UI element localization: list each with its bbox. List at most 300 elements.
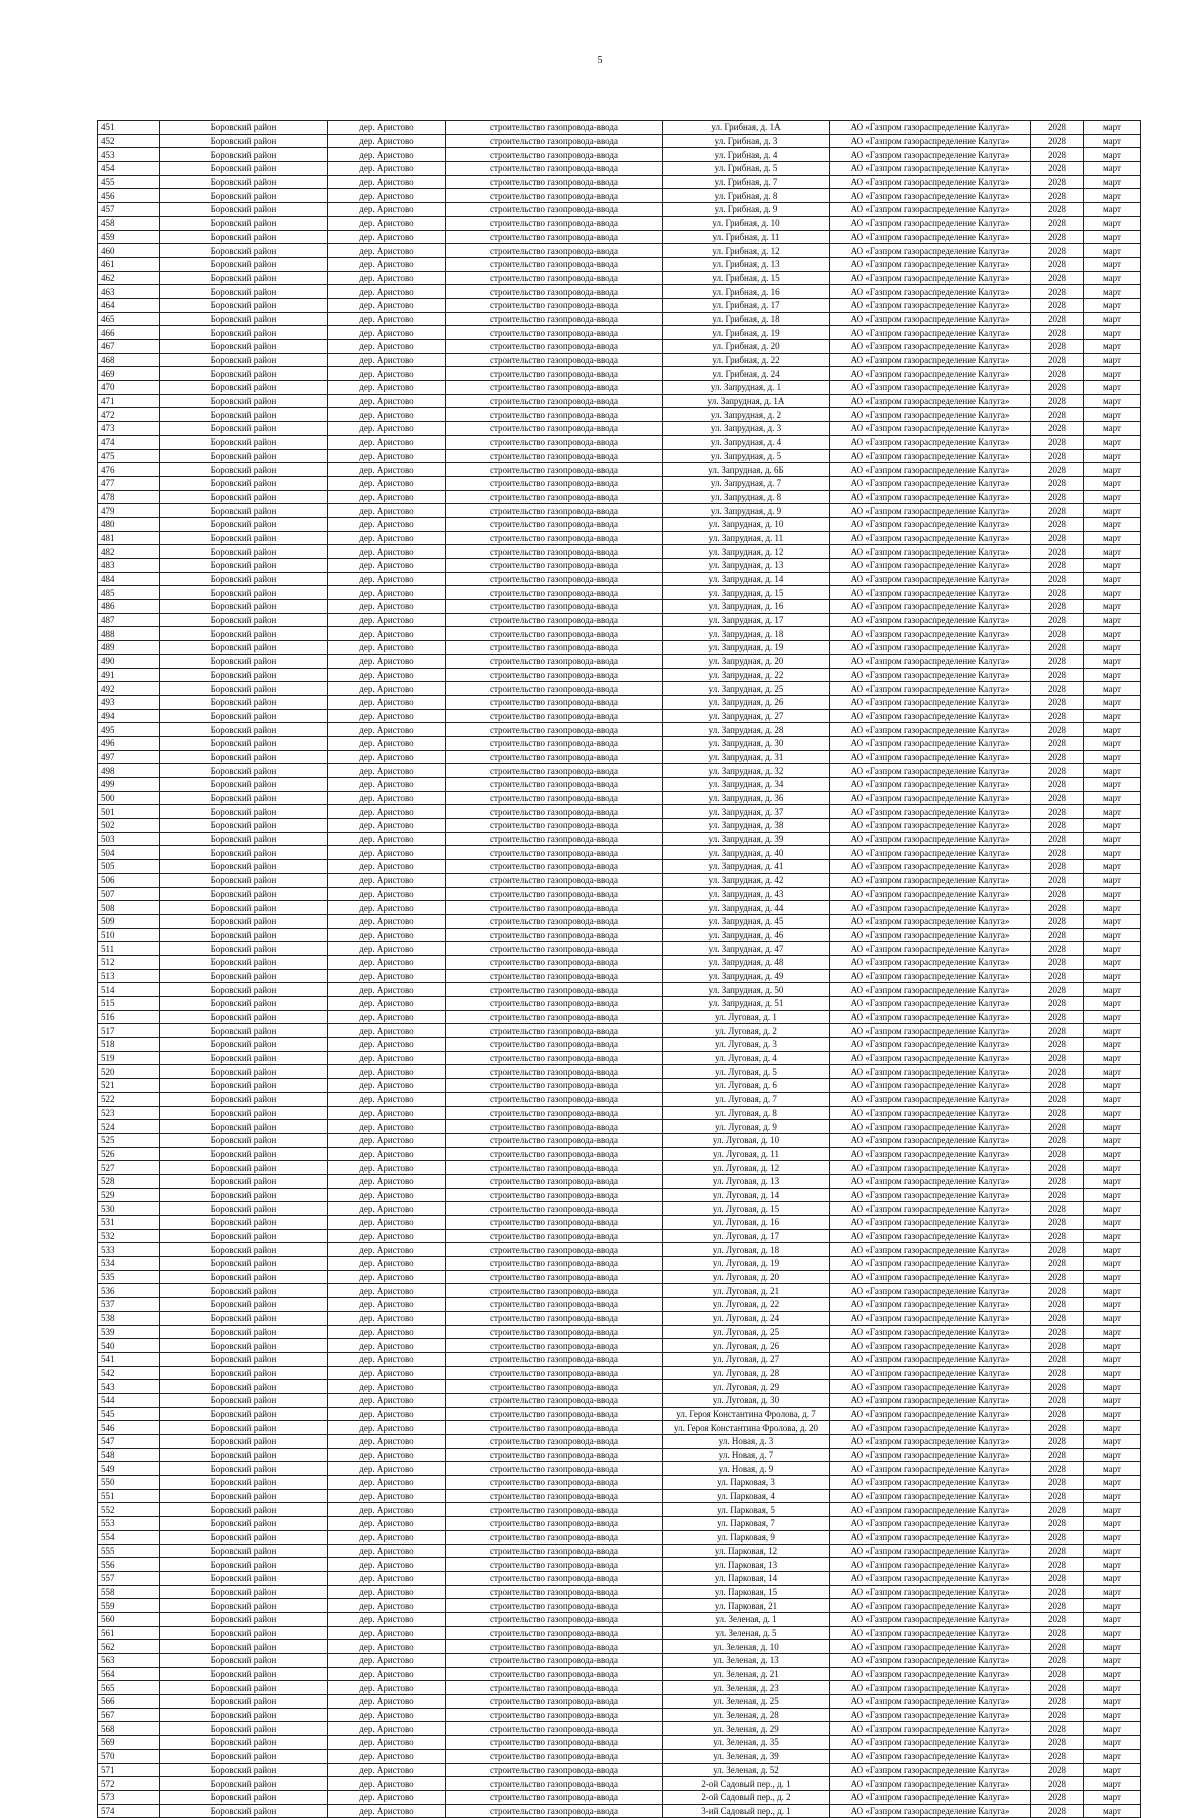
organization-cell: АО «Газпром газораспределение Калуга»: [830, 942, 1031, 956]
work-type-cell: строительство газопровода-ввода: [446, 860, 663, 874]
row-number-cell: 490: [98, 654, 160, 668]
table-row: [98, 435, 1141, 449]
settlement-cell: дер. Аристово: [328, 230, 446, 244]
row-number-cell: 520: [98, 1065, 160, 1079]
organization-cell: АО «Газпром газораспределение Калуга»: [830, 1790, 1031, 1804]
row-number-cell: 574: [98, 1804, 160, 1818]
organization-cell: АО «Газпром газораспределение Калуга»: [830, 244, 1031, 258]
work-type-cell: строительство газопровода-ввода: [446, 1571, 663, 1585]
month-cell: март: [1084, 613, 1141, 627]
district-cell: Боровский район: [160, 942, 328, 956]
organization-cell: АО «Газпром газораспределение Калуга»: [830, 846, 1031, 860]
address-cell: ул. Луговая, д. 1: [663, 1010, 830, 1024]
table-row: [98, 1339, 1141, 1353]
district-cell: Боровский район: [160, 695, 328, 709]
row-number-cell: 561: [98, 1626, 160, 1640]
row-number-cell: 453: [98, 148, 160, 162]
row-number-cell: 560: [98, 1612, 160, 1626]
work-type-cell: строительство газопровода-ввода: [446, 1147, 663, 1161]
settlement-cell: дер. Аристово: [328, 1777, 446, 1791]
district-cell: Боровский район: [160, 1626, 328, 1640]
address-cell: ул. Запрудная, д. 34: [663, 778, 830, 792]
table-row: [98, 312, 1141, 326]
address-cell: ул. Парковая, 7: [663, 1517, 830, 1531]
row-number-cell: 545: [98, 1407, 160, 1421]
work-type-cell: строительство газопровода-ввода: [446, 1517, 663, 1531]
address-cell: ул. Парковая, 4: [663, 1489, 830, 1503]
month-cell: март: [1084, 695, 1141, 709]
year-cell: 2028: [1031, 312, 1084, 326]
work-type-cell: строительство газопровода-ввода: [446, 1503, 663, 1517]
row-number-cell: 484: [98, 572, 160, 586]
year-cell: 2028: [1031, 162, 1084, 176]
settlement-cell: дер. Аристово: [328, 750, 446, 764]
district-cell: Боровский район: [160, 422, 328, 436]
settlement-cell: дер. Аристово: [328, 600, 446, 614]
settlement-cell: дер. Аристово: [328, 791, 446, 805]
organization-cell: АО «Газпром газораспределение Калуга»: [830, 504, 1031, 518]
row-number-cell: 504: [98, 846, 160, 860]
organization-cell: АО «Газпром газораспределение Калуга»: [830, 230, 1031, 244]
year-cell: 2028: [1031, 1804, 1084, 1818]
organization-cell: АО «Газпром газораспределение Калуга»: [830, 559, 1031, 573]
address-cell: ул. Грибная, д. 22: [663, 353, 830, 367]
month-cell: март: [1084, 1517, 1141, 1531]
year-cell: 2028: [1031, 504, 1084, 518]
work-type-cell: строительство газопровода-ввода: [446, 586, 663, 600]
month-cell: март: [1084, 1243, 1141, 1257]
address-cell: ул. Грибная, д. 17: [663, 298, 830, 312]
row-number-cell: 516: [98, 1010, 160, 1024]
table-row: [98, 1010, 1141, 1024]
table-row: [98, 1503, 1141, 1517]
year-cell: 2028: [1031, 846, 1084, 860]
month-cell: март: [1084, 298, 1141, 312]
organization-cell: АО «Газпром газораспределение Калуга»: [830, 1202, 1031, 1216]
address-cell: ул. Луговая, д. 18: [663, 1243, 830, 1257]
organization-cell: АО «Газпром газораспределение Калуга»: [830, 709, 1031, 723]
organization-cell: АО «Газпром газораспределение Калуга»: [830, 1544, 1031, 1558]
organization-cell: АО «Газпром газораспределение Калуга»: [830, 134, 1031, 148]
organization-cell: АО «Газпром газораспределение Калуга»: [830, 312, 1031, 326]
settlement-cell: дер. Аристово: [328, 1571, 446, 1585]
row-number-cell: 524: [98, 1120, 160, 1134]
organization-cell: АО «Газпром газораспределение Калуга»: [830, 1804, 1031, 1818]
month-cell: март: [1084, 1380, 1141, 1394]
address-cell: ул. Парковая, 9: [663, 1530, 830, 1544]
settlement-cell: дер. Аристово: [328, 1380, 446, 1394]
row-number-cell: 522: [98, 1092, 160, 1106]
table-row: [98, 257, 1141, 271]
row-number-cell: 494: [98, 709, 160, 723]
settlement-cell: дер. Аристово: [328, 627, 446, 641]
settlement-cell: дер. Аристово: [328, 1311, 446, 1325]
address-cell: ул. Запрудная, д. 6Б: [663, 463, 830, 477]
district-cell: Боровский район: [160, 340, 328, 354]
table-row: [98, 1448, 1141, 1462]
month-cell: март: [1084, 162, 1141, 176]
work-type-cell: строительство газопровода-ввода: [446, 1654, 663, 1668]
organization-cell: АО «Газпром газораспределение Калуга»: [830, 1749, 1031, 1763]
work-type-cell: строительство газопровода-ввода: [446, 121, 663, 135]
district-cell: Боровский район: [160, 1544, 328, 1558]
table-row: [98, 189, 1141, 203]
year-cell: 2028: [1031, 1448, 1084, 1462]
row-number-cell: 511: [98, 942, 160, 956]
district-cell: Боровский район: [160, 1708, 328, 1722]
organization-cell: АО «Газпром газораспределение Калуга»: [830, 1681, 1031, 1695]
row-number-cell: 547: [98, 1435, 160, 1449]
district-cell: Боровский район: [160, 1681, 328, 1695]
organization-cell: АО «Газпром газораспределение Калуга»: [830, 1435, 1031, 1449]
month-cell: март: [1084, 832, 1141, 846]
address-cell: ул. Зеленая, д. 13: [663, 1654, 830, 1668]
organization-cell: АО «Газпром газораспределение Калуга»: [830, 600, 1031, 614]
table-row: [98, 1530, 1141, 1544]
row-number-cell: 461: [98, 257, 160, 271]
district-cell: Боровский район: [160, 791, 328, 805]
district-cell: Боровский район: [160, 1393, 328, 1407]
organization-cell: АО «Газпром газораспределение Калуга»: [830, 1120, 1031, 1134]
settlement-cell: дер. Аристово: [328, 1517, 446, 1531]
address-cell: ул. Запрудная, д. 13: [663, 559, 830, 573]
organization-cell: АО «Газпром газораспределение Калуга»: [830, 1380, 1031, 1394]
address-cell: ул. Запрудная, д. 22: [663, 668, 830, 682]
year-cell: 2028: [1031, 353, 1084, 367]
year-cell: 2028: [1031, 1038, 1084, 1052]
month-cell: март: [1084, 1257, 1141, 1271]
address-cell: ул. Новая, д. 3: [663, 1435, 830, 1449]
row-number-cell: 539: [98, 1325, 160, 1339]
year-cell: 2028: [1031, 1626, 1084, 1640]
organization-cell: АО «Газпром газораспределение Калуга»: [830, 1448, 1031, 1462]
row-number-cell: 485: [98, 586, 160, 600]
work-type-cell: строительство газопровода-ввода: [446, 326, 663, 340]
month-cell: март: [1084, 1202, 1141, 1216]
settlement-cell: дер. Аристово: [328, 1407, 446, 1421]
work-type-cell: строительство газопровода-ввода: [446, 764, 663, 778]
table-row: [98, 791, 1141, 805]
district-cell: Боровский район: [160, 1517, 328, 1531]
work-type-cell: строительство газопровода-ввода: [446, 654, 663, 668]
month-cell: март: [1084, 1722, 1141, 1736]
table-row: [98, 463, 1141, 477]
row-number-cell: 558: [98, 1585, 160, 1599]
year-cell: 2028: [1031, 586, 1084, 600]
organization-cell: АО «Газпром газораспределение Калуга»: [830, 1161, 1031, 1175]
year-cell: 2028: [1031, 244, 1084, 258]
row-number-cell: 508: [98, 901, 160, 915]
district-cell: Боровский район: [160, 1270, 328, 1284]
year-cell: 2028: [1031, 271, 1084, 285]
table-row: [98, 1311, 1141, 1325]
year-cell: 2028: [1031, 1024, 1084, 1038]
month-cell: март: [1084, 1038, 1141, 1052]
work-type-cell: строительство газопровода-ввода: [446, 969, 663, 983]
month-cell: март: [1084, 1407, 1141, 1421]
month-cell: март: [1084, 627, 1141, 641]
month-cell: март: [1084, 559, 1141, 573]
address-cell: ул. Запрудная, д. 17: [663, 613, 830, 627]
row-number-cell: 514: [98, 983, 160, 997]
settlement-cell: дер. Аристово: [328, 1612, 446, 1626]
table-row: [98, 1133, 1141, 1147]
address-cell: ул. Запрудная, д. 11: [663, 531, 830, 545]
settlement-cell: дер. Аристово: [328, 654, 446, 668]
year-cell: 2028: [1031, 189, 1084, 203]
address-cell: ул. Грибная, д. 5: [663, 162, 830, 176]
table-row: [98, 1749, 1141, 1763]
table-row: [98, 682, 1141, 696]
row-number-cell: 475: [98, 449, 160, 463]
organization-cell: АО «Газпром газораспределение Калуга»: [830, 572, 1031, 586]
work-type-cell: строительство газопровода-ввода: [446, 695, 663, 709]
row-number-cell: 454: [98, 162, 160, 176]
organization-cell: АО «Газпром газораспределение Калуга»: [830, 1010, 1031, 1024]
year-cell: 2028: [1031, 887, 1084, 901]
work-type-cell: строительство газопровода-ввода: [446, 1777, 663, 1791]
table-row: [98, 449, 1141, 463]
row-number-cell: 565: [98, 1681, 160, 1695]
month-cell: март: [1084, 887, 1141, 901]
organization-cell: АО «Газпром газораспределение Калуга»: [830, 750, 1031, 764]
settlement-cell: дер. Аристово: [328, 1749, 446, 1763]
work-type-cell: строительство газопровода-ввода: [446, 298, 663, 312]
row-number-cell: 519: [98, 1051, 160, 1065]
row-number-cell: 535: [98, 1270, 160, 1284]
row-number-cell: 570: [98, 1749, 160, 1763]
month-cell: март: [1084, 1284, 1141, 1298]
address-cell: ул. Луговая, д. 14: [663, 1188, 830, 1202]
settlement-cell: дер. Аристово: [328, 846, 446, 860]
settlement-cell: дер. Аристово: [328, 736, 446, 750]
table-row: [98, 394, 1141, 408]
settlement-cell: дер. Аристово: [328, 257, 446, 271]
table-row: [98, 832, 1141, 846]
district-cell: Боровский район: [160, 682, 328, 696]
address-cell: ул. Запрудная, д. 36: [663, 791, 830, 805]
work-type-cell: строительство газопровода-ввода: [446, 600, 663, 614]
year-cell: 2028: [1031, 435, 1084, 449]
organization-cell: АО «Газпром газораспределение Калуга»: [830, 1257, 1031, 1271]
row-number-cell: 496: [98, 736, 160, 750]
year-cell: 2028: [1031, 1065, 1084, 1079]
table-row: [98, 381, 1141, 395]
year-cell: 2028: [1031, 381, 1084, 395]
district-cell: Боровский район: [160, 531, 328, 545]
table-row: [98, 572, 1141, 586]
table-row: [98, 1708, 1141, 1722]
settlement-cell: дер. Аристово: [328, 435, 446, 449]
settlement-cell: дер. Аристово: [328, 1558, 446, 1572]
settlement-cell: дер. Аристово: [328, 1229, 446, 1243]
row-number-cell: 502: [98, 819, 160, 833]
table-row: [98, 121, 1141, 135]
address-cell: ул. Парковая, 14: [663, 1571, 830, 1585]
district-cell: Боровский район: [160, 1777, 328, 1791]
address-cell: 2-ой Садовый пер., д. 1: [663, 1777, 830, 1791]
district-cell: Боровский район: [160, 983, 328, 997]
table-row: [98, 1462, 1141, 1476]
district-cell: Боровский район: [160, 1243, 328, 1257]
year-cell: 2028: [1031, 1325, 1084, 1339]
year-cell: 2028: [1031, 1667, 1084, 1681]
settlement-cell: дер. Аристово: [328, 1435, 446, 1449]
work-type-cell: строительство газопровода-ввода: [446, 1380, 663, 1394]
settlement-cell: дер. Аристово: [328, 887, 446, 901]
organization-cell: АО «Газпром газораспределение Калуга»: [830, 381, 1031, 395]
month-cell: март: [1084, 1024, 1141, 1038]
year-cell: 2028: [1031, 1380, 1084, 1394]
table-row: [98, 367, 1141, 381]
month-cell: март: [1084, 244, 1141, 258]
year-cell: 2028: [1031, 1421, 1084, 1435]
work-type-cell: строительство газопровода-ввода: [446, 1435, 663, 1449]
year-cell: 2028: [1031, 121, 1084, 135]
month-cell: март: [1084, 394, 1141, 408]
address-cell: ул. Грибная, д. 20: [663, 340, 830, 354]
month-cell: март: [1084, 121, 1141, 135]
month-cell: март: [1084, 545, 1141, 559]
table-row: [98, 846, 1141, 860]
work-type-cell: строительство газопровода-ввода: [446, 203, 663, 217]
year-cell: 2028: [1031, 914, 1084, 928]
address-cell: ул. Грибная, д. 10: [663, 216, 830, 230]
settlement-cell: дер. Аристово: [328, 298, 446, 312]
table-row: [98, 1640, 1141, 1654]
row-number-cell: 470: [98, 381, 160, 395]
work-type-cell: строительство газопровода-ввода: [446, 750, 663, 764]
year-cell: 2028: [1031, 1612, 1084, 1626]
table-row: [98, 203, 1141, 217]
month-cell: март: [1084, 1298, 1141, 1312]
year-cell: 2028: [1031, 559, 1084, 573]
row-number-cell: 557: [98, 1571, 160, 1585]
work-type-cell: строительство газопровода-ввода: [446, 914, 663, 928]
organization-cell: АО «Газпром газораспределение Калуга»: [830, 928, 1031, 942]
month-cell: март: [1084, 682, 1141, 696]
month-cell: март: [1084, 326, 1141, 340]
table-row: [98, 422, 1141, 436]
row-number-cell: 542: [98, 1366, 160, 1380]
organization-cell: АО «Газпром газораспределение Калуга»: [830, 1339, 1031, 1353]
address-cell: ул. Зеленая, д. 28: [663, 1708, 830, 1722]
organization-cell: АО «Газпром газораспределение Калуга»: [830, 1736, 1031, 1750]
table-row: [98, 1298, 1141, 1312]
work-type-cell: строительство газопровода-ввода: [446, 1174, 663, 1188]
table-row: [98, 517, 1141, 531]
month-cell: март: [1084, 969, 1141, 983]
settlement-cell: дер. Аристово: [328, 832, 446, 846]
month-cell: март: [1084, 1804, 1141, 1818]
district-cell: Боровский район: [160, 887, 328, 901]
organization-cell: АО «Газпром газораспределение Калуга»: [830, 340, 1031, 354]
year-cell: 2028: [1031, 463, 1084, 477]
district-cell: Боровский район: [160, 408, 328, 422]
row-number-cell: 467: [98, 340, 160, 354]
settlement-cell: дер. Аристово: [328, 1599, 446, 1613]
row-number-cell: 531: [98, 1216, 160, 1230]
address-cell: ул. Луговая, д. 2: [663, 1024, 830, 1038]
table-body: [98, 121, 1141, 1818]
organization-cell: АО «Газпром газораспределение Калуга»: [830, 422, 1031, 436]
month-cell: март: [1084, 1530, 1141, 1544]
row-number-cell: 538: [98, 1311, 160, 1325]
settlement-cell: дер. Аристово: [328, 216, 446, 230]
work-type-cell: строительство газопровода-ввода: [446, 1722, 663, 1736]
year-cell: 2028: [1031, 1654, 1084, 1668]
address-cell: ул. Запрудная, д. 43: [663, 887, 830, 901]
table-row: [98, 504, 1141, 518]
district-cell: Боровский район: [160, 490, 328, 504]
settlement-cell: дер. Аристово: [328, 1010, 446, 1024]
table-row: [98, 326, 1141, 340]
organization-cell: АО «Газпром газораспределение Калуга»: [830, 517, 1031, 531]
row-number-cell: 457: [98, 203, 160, 217]
address-cell: ул. Парковая, 21: [663, 1599, 830, 1613]
organization-cell: АО «Газпром газораспределение Калуга»: [830, 203, 1031, 217]
month-cell: март: [1084, 504, 1141, 518]
month-cell: март: [1084, 1120, 1141, 1134]
year-cell: 2028: [1031, 175, 1084, 189]
settlement-cell: дер. Аристово: [328, 381, 446, 395]
row-number-cell: 556: [98, 1558, 160, 1572]
organization-cell: АО «Газпром газораспределение Калуга»: [830, 1530, 1031, 1544]
organization-cell: АО «Газпром газораспределение Калуга»: [830, 1325, 1031, 1339]
settlement-cell: дер. Аристово: [328, 873, 446, 887]
table-row: [98, 1352, 1141, 1366]
month-cell: март: [1084, 928, 1141, 942]
address-cell: ул. Запрудная, д. 8: [663, 490, 830, 504]
table-row: [98, 1216, 1141, 1230]
row-number-cell: 456: [98, 189, 160, 203]
address-cell: ул. Грибная, д. 7: [663, 175, 830, 189]
year-cell: 2028: [1031, 750, 1084, 764]
settlement-cell: дер. Аристово: [328, 1476, 446, 1490]
work-type-cell: строительство газопровода-ввода: [446, 230, 663, 244]
address-cell: ул. Луговая, д. 12: [663, 1161, 830, 1175]
address-cell: ул. Запрудная, д. 1: [663, 381, 830, 395]
month-cell: март: [1084, 1339, 1141, 1353]
district-cell: Боровский район: [160, 1366, 328, 1380]
settlement-cell: дер. Аристово: [328, 312, 446, 326]
address-cell: ул. Грибная, д. 8: [663, 189, 830, 203]
month-cell: март: [1084, 805, 1141, 819]
district-cell: Боровский район: [160, 901, 328, 915]
address-cell: ул. Запрудная, д. 38: [663, 819, 830, 833]
work-type-cell: строительство газопровода-ввода: [446, 819, 663, 833]
table-row: [98, 340, 1141, 354]
settlement-cell: дер. Аристово: [328, 860, 446, 874]
organization-cell: АО «Газпром газораспределение Калуга»: [830, 1229, 1031, 1243]
row-number-cell: 452: [98, 134, 160, 148]
address-cell: ул. Парковая, 5: [663, 1503, 830, 1517]
organization-cell: АО «Газпром газораспределение Калуга»: [830, 1777, 1031, 1791]
year-cell: 2028: [1031, 901, 1084, 915]
year-cell: 2028: [1031, 1051, 1084, 1065]
address-cell: ул. Грибная, д. 1А: [663, 121, 830, 135]
settlement-cell: дер. Аристово: [328, 942, 446, 956]
work-type-cell: строительство газопровода-ввода: [446, 1216, 663, 1230]
year-cell: 2028: [1031, 1489, 1084, 1503]
row-number-cell: 510: [98, 928, 160, 942]
table-row: [98, 1599, 1141, 1613]
settlement-cell: дер. Аристово: [328, 1640, 446, 1654]
organization-cell: АО «Газпром газораспределение Калуга»: [830, 860, 1031, 874]
year-cell: 2028: [1031, 942, 1084, 956]
organization-cell: АО «Газпром газораспределение Калуга»: [830, 1407, 1031, 1421]
organization-cell: АО «Газпром газораспределение Калуга»: [830, 531, 1031, 545]
